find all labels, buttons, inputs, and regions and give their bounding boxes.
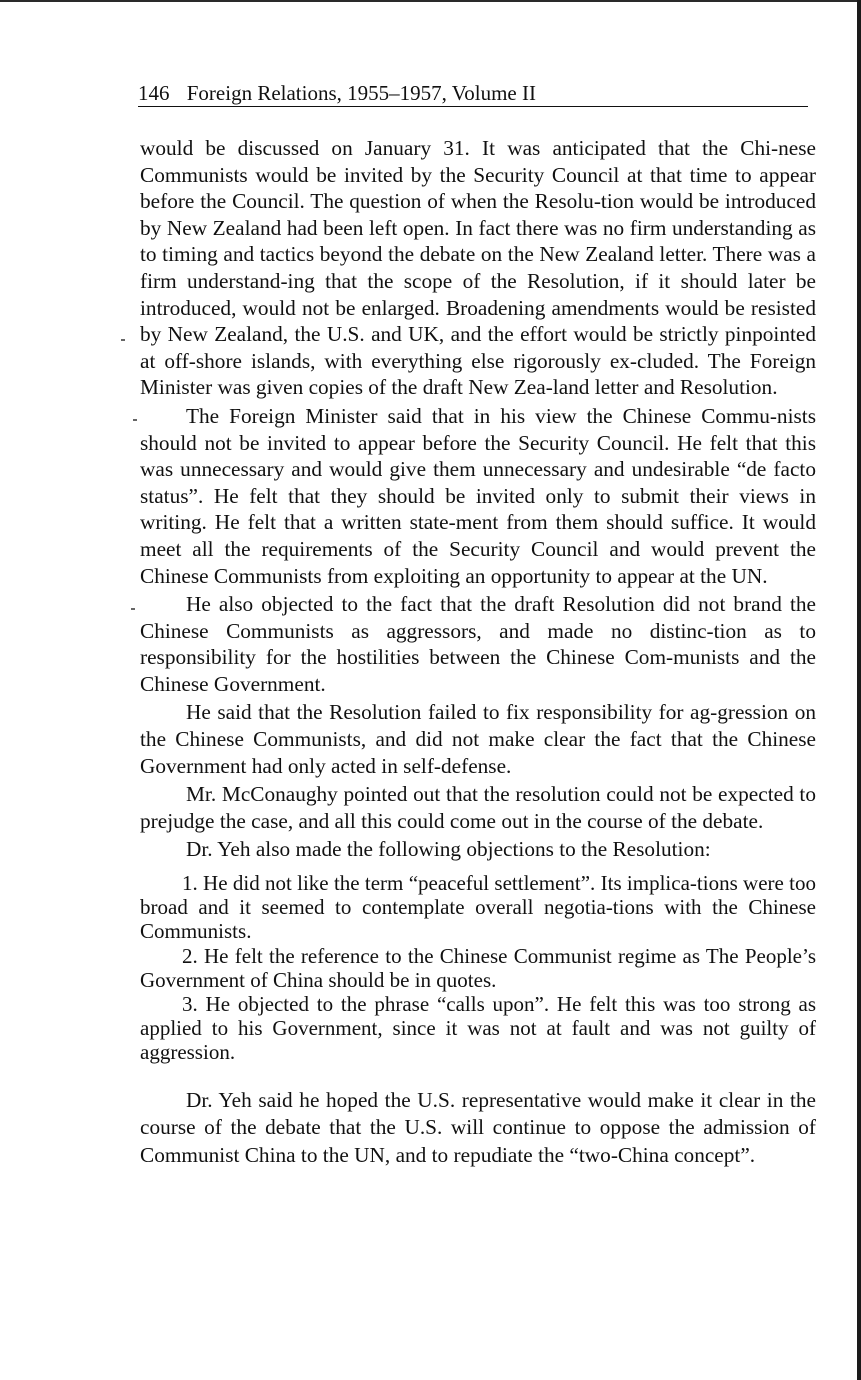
- paragraph-continuation: would be discussed on January 31. It was anticipated that the Chi-nese Communists would be invited by the Security Council at that time to appear before the Council. The question of when the Resolu-tion would be introduced by New Zealand had been left open. In fact there was no firm understanding as to timing and tactics beyond the debate on the New Zealand letter. There was a firm understand-ing that the scope of the Resolution, if it should later be introduced, would not be enlarged. Broadening amendments would be resisted by New Zealand, the U.S. and UK, and the effort would be strictly pinpointed at off-shore islands, with everything else rigorously ex-cluded. The Foreign Minister was given copies of the draft New Zea-land letter and Resolution.: [140, 136, 816, 400]
- paragraph-foreign-minister-view: The Foreign Minister said that in his view the Chinese Commu-nists should not be invited to appear before the Security Council. He felt that this was unnecessary and would give them unnecessary and undesirable “de facto status”. He felt that they should be invited only to submit their views in writing. He felt that a written state-ment from them should suffice. It would meet all the requirements of the Security Council and would prevent the Chinese Communists from exploiting an opportunity to appear at the UN.: [140, 403, 816, 588]
- paragraph-closing: Dr. Yeh said he hoped the U.S. representative would make it clear in the course of the debate that the U.S. will continue to oppose the admission of Communist China to the UN, and to repudiate the “two-China concept”.: [140, 1087, 816, 1167]
- paragraph-aggressor-objection: He also objected to the fact that the draft Resolution did not brand the Chinese Communists as aggressors, and made no distinc-tion as to responsibility for the hostilities between the Chinese Com-munists and the Chinese Government.: [140, 592, 816, 696]
- paragraph-responsibility-objection: He said that the Resolution failed to fix responsibility for ag-gression on the Chinese Communists, and did not make clear the fact that the Chinese Government had only acted in self-defense.: [140, 700, 816, 778]
- scan-edge-top: [0, 0, 861, 2]
- paragraph-objections-intro: Dr. Yeh also made the following objections to the Resolution:: [186, 837, 711, 862]
- margin-mark: [121, 339, 125, 341]
- running-head: [138, 80, 808, 107]
- running-head-title: Foreign Relations, 1955–1957, Volume II: [186, 81, 536, 105]
- objections-list: [140, 871, 816, 1065]
- paragraph-mcconaughy-reply: Mr. McConaughy pointed out that the resolution could not be expected to prejudge the case, and all this could come out in the course of the debate.: [140, 782, 816, 833]
- list-item: 3. He objected to the phrase “calls upon”. He felt this was too strong as applied to his Government, since it was not at fault and was not guilty of aggression.: [140, 992, 816, 1065]
- margin-mark: [133, 419, 137, 421]
- list-item: 2. He felt the reference to the Chinese Communist regime as The People’s Government of China should be in quotes.: [140, 943, 816, 992]
- page-number: 146: [138, 81, 170, 105]
- list-item: 1. He did not like the term “peaceful settlement”. Its implica-tions were too broad and it seemed to contemplate overall negotia-tions with the Chinese Communists.: [140, 871, 816, 944]
- margin-mark: [131, 608, 135, 610]
- body-text: [140, 135, 816, 1171]
- scan-edge-right: [857, 0, 861, 1380]
